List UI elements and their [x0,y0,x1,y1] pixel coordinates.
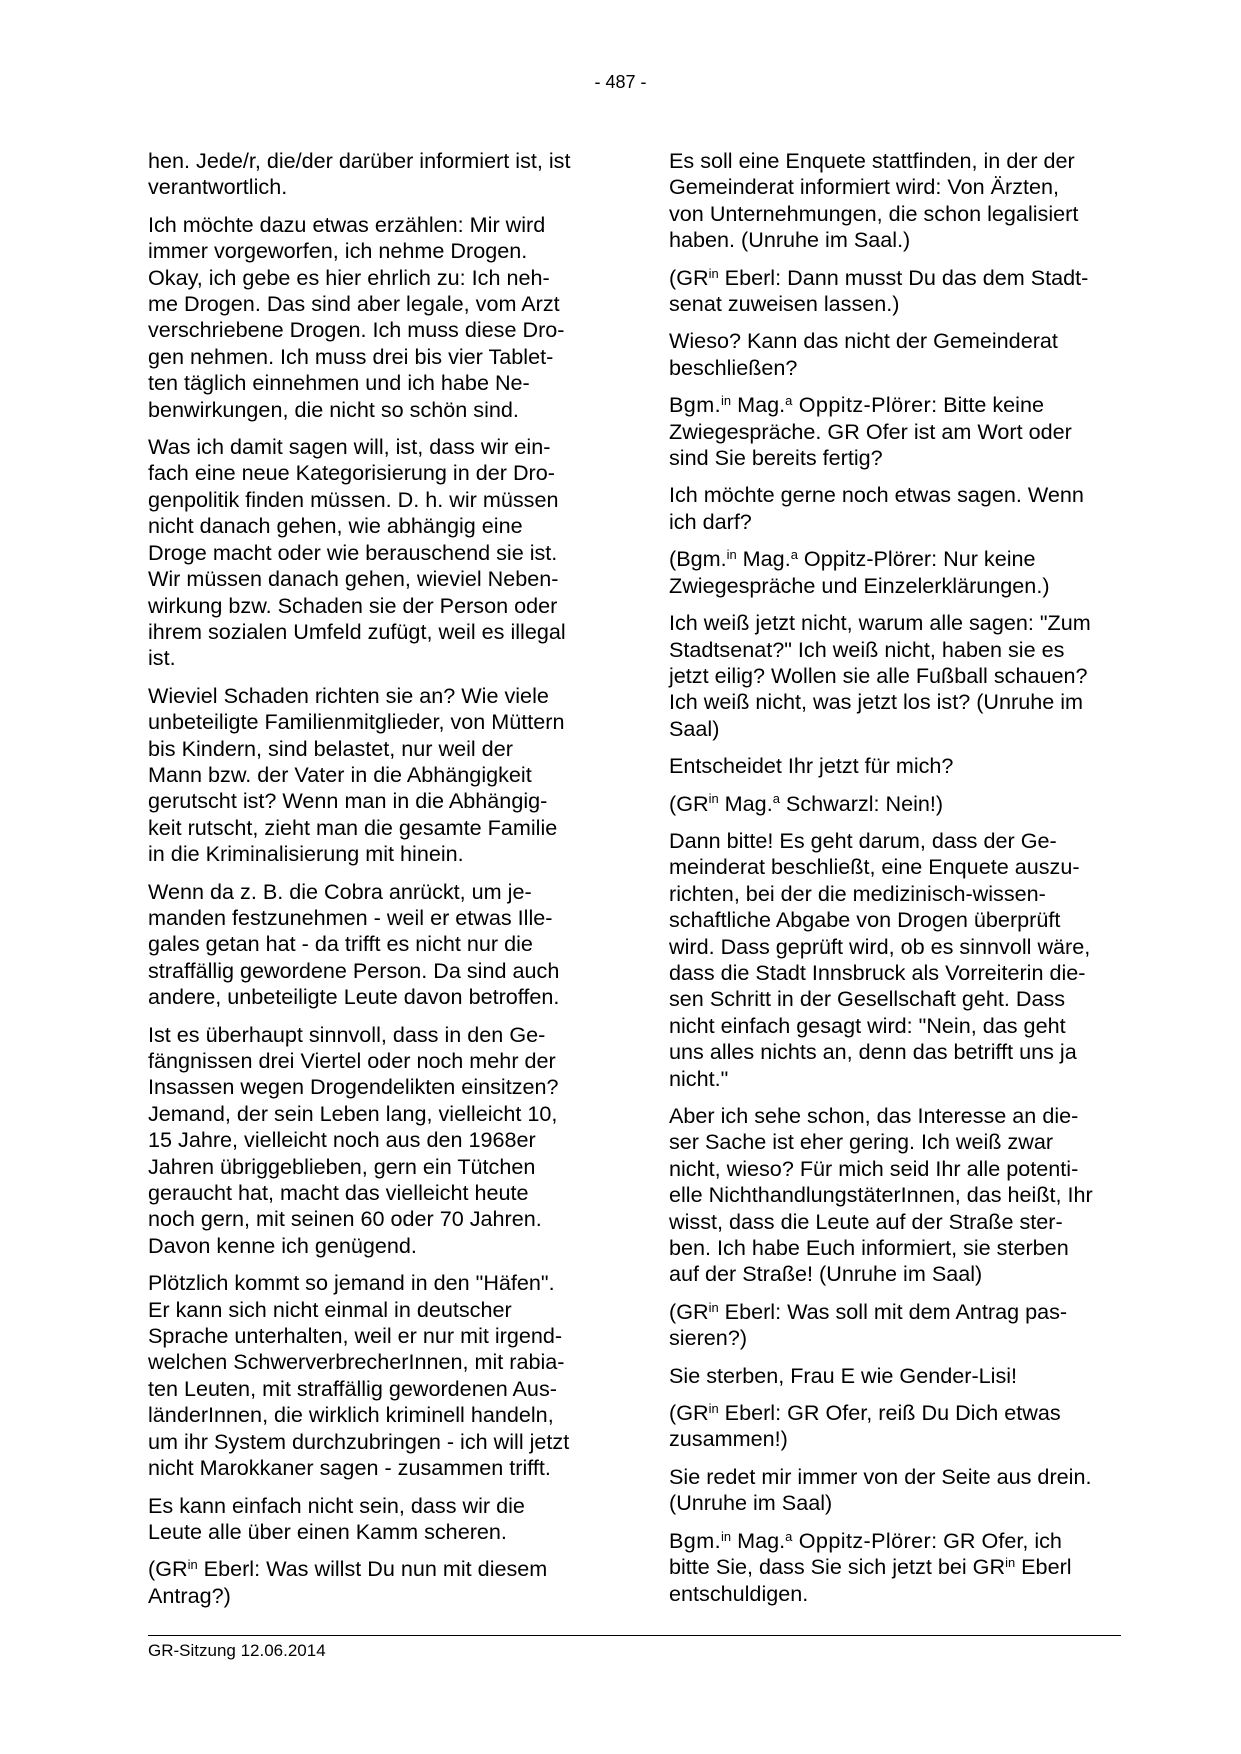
text-line: dass die Stadt Innsbruck als Vorreiterin die- [669,959,1086,985]
text-line: um ihr System durchzubringen - ich will jetzt [148,1428,570,1454]
text-line: gen nehmen. Ich muss drei bis vier Tablet- [148,343,554,369]
statement-line2-end: Eberl [1015,1554,1072,1580]
text-line: Sie redet mir immer von der Seite aus drein. [669,1463,1092,1489]
text-line: Davon kenne ich genügend. [148,1232,417,1258]
statement-line2: bitte Sie, dass Sie sich jetzt bei GR [669,1554,1006,1580]
text-line: Plötzlich kommt so jemand in den "Häfen". [148,1270,555,1296]
footer-session-date: GR-Sitzung 12.06.2014 [148,1641,326,1660]
speaker-title: (Bgm. [669,546,727,572]
left-column [148,148,600,1620]
text-line: ten täglich einnehmen und ich habe Ne- [148,370,530,396]
speaker-mag: Mag. [731,392,786,418]
interjection-text-line2: senat zuweisen lassen.) [669,291,900,317]
text-line: Ich weiß jetzt nicht, warum alle sagen: "Zum [669,610,1091,636]
interjection-text: Oppitz-Plörer: Nur keine [797,546,1036,572]
text-line: Dann bitte! Es geht darum, dass der Ge- [669,827,1057,853]
superscript: a [785,1528,793,1544]
superscript: in [726,547,737,563]
paragraph [669,828,1121,1092]
text-line: Jemand, der sein Leben lang, vielleicht 10, [148,1100,558,1126]
interjection-text: Eberl: Was willst Du nun mit diesem [197,1556,548,1582]
page-number: - 487 - [594,72,647,92]
text-line: Ich weiß nicht, was jetzt los ist? (Unruhe im [669,689,1084,715]
interjection-prefix: (GR [669,1298,709,1324]
interjection-schwarzl [669,791,1121,817]
interjection-text-line2: Zwiegespräche und Einzelerklärungen.) [669,572,1050,598]
speaker-mag: Mag. [731,1527,786,1553]
text-line: immer vorgeworfen, ich nehme Drogen. [148,238,528,264]
interjection-prefix: (GR [669,1400,709,1426]
interjection-text: Eberl: Dann musst Du das dem Stadt- [718,264,1089,290]
speaker-name: Oppitz-Plörer [792,1527,932,1553]
text-line: nicht." [669,1065,729,1091]
text-line: verantwortlich. [148,174,288,200]
text-line: welchen SchwerverbrecherInnen, mit rabia- [148,1349,565,1375]
text-line: beschließen? [669,354,798,380]
left-paragraphs [148,148,600,1545]
text-line: haben. (Unruhe im Saal.) [669,227,911,253]
interjection-text-line2: Antrag?) [148,1582,231,1608]
text-line: ihrem sozialen Umfeld zufügt, weil es illegal [148,618,566,644]
superscript: in [1005,1554,1016,1570]
text-line: Ich möchte gerne noch etwas sagen. Wenn [669,482,1084,508]
superscript: a [790,547,798,563]
text-line: genpolitik finden müssen. D. h. wir müssen [148,486,559,512]
speaker-mag: Mag. [718,790,773,816]
text-line: Er kann sich nicht einmal in deutscher [148,1296,512,1322]
superscript: in [708,791,719,807]
statement-line3: sind Sie bereits fertig? [669,445,883,471]
text-line: bis Kindern, sind belastet, nur weil der [148,735,513,761]
paragraph [148,434,600,672]
statement-line2: Zwiegespräche. GR Ofer ist am Wort oder [669,418,1072,444]
text-line: Stadtsenat?" Ich weiß nicht, haben sie es [669,636,1065,662]
text-line: Jahren übriggeblieben, gern ein Tütchen [148,1153,536,1179]
text-line: jetzt eilig? Wollen sie alle Fußball schauen? [669,662,1088,688]
text-line: 15 Jahre, vielleicht noch aus den 1968er [148,1127,536,1153]
speaker-mag: Mag. [736,546,791,572]
text-line: verschriebene Drogen. Ich muss diese Dro- [148,317,565,343]
paragraph [669,753,1121,779]
footer-divider [148,1635,1121,1636]
text-line: Sie sterben, Frau E wie Gender-Lisi! [669,1362,1018,1388]
superscript: in [708,265,719,281]
text-line: fach eine neue Kategorisierung in der Dro- [148,460,555,486]
superscript: a [772,791,780,807]
text-line: Wieso? Kann das nicht der Gemeinderat [669,328,1058,354]
text-line: nicht, wieso? Für mich seid Ihr alle potenti- [669,1155,1079,1181]
paragraph [148,212,600,423]
text-line: Ich möchte dazu etwas erzählen: Mir wird [148,211,546,237]
interjection-eberl-antrag-passieren [669,1299,1121,1352]
text-line: fängnissen drei Viertel oder noch mehr der [148,1048,556,1073]
superscript: in [721,1528,732,1544]
interjection-text: Eberl: Was soll mit dem Antrag pas- [718,1298,1068,1324]
interjection-eberl-zusammen [669,1400,1121,1453]
text-line: nicht einfach gesagt wird: "Nein, das geht [669,1012,1066,1038]
interjection-eberl-antrag [148,1556,600,1609]
text-line: ben. Ich habe Euch informiert, sie sterben [669,1235,1069,1261]
text-line: länderInnen, die wirklich kriminell handeln, [148,1402,554,1428]
text-line: Entscheidet Ihr jetzt für mich? [669,753,954,779]
text-line: Leute alle über einen Kamm scheren. [148,1518,507,1544]
mayor-statement-apology [669,1528,1121,1607]
text-line: nicht Marokkaner sagen - zusammen trifft. [148,1455,551,1481]
text-line: straffällig gewordene Person. Da sind auch [148,957,560,983]
text-line: unbeteiligte Familienmitglieder, von Müttern [148,709,565,735]
interjection-text-line2: zusammen!) [669,1426,788,1452]
text-line: Es kann einfach nicht sein, dass wir die [148,1492,525,1518]
text-line: meinderat beschließt, eine Enquete auszu- [669,854,1080,880]
paragraph [669,610,1121,742]
speaker-title: Bgm. [669,1527,721,1553]
text-line: ich darf? [669,508,752,534]
superscript: a [785,393,793,409]
text-line: noch gern, mit seinen 60 oder 70 Jahren. [148,1206,542,1232]
text-line: Droge macht oder wie berauschend sie ist. [148,539,558,565]
text-line: Ist es überhaupt sinnvoll, dass in den Ge- [148,1021,546,1047]
paragraph [148,1022,600,1260]
paragraph [148,1493,600,1546]
text-line: Saal) [669,715,720,741]
interjection-prefix: (GR [669,790,709,816]
interjection-mayor [669,546,1121,599]
text-line: Okay, ich gebe es hier ehrlich zu: Ich neh- [148,264,550,290]
superscript: in [708,1299,719,1315]
paragraph [669,1464,1121,1517]
text-line: Wieviel Schaden richten sie an? Wie viele [148,682,549,708]
superscript: in [721,393,732,409]
mayor-statement [669,392,1121,471]
text-line: auf der Straße! (Unruhe im Saal) [669,1261,983,1287]
text-line: Sprache unterhalten, weil er nur mit irgend- [148,1323,563,1349]
statement-text: : GR Ofer, ich [931,1527,1062,1553]
paragraph [669,1103,1121,1288]
text-line: ten Leuten, mit straffällig gewordenen Aus- [148,1375,557,1401]
text-line: richten, bei der die medizinisch-wissen- [669,880,1046,906]
text-line: wird. Dass geprüft wird, ob es sinnvoll wäre, [669,933,1091,959]
interjection-eberl-stadtsenat [669,265,1121,318]
paragraph [669,148,1121,254]
text-line: manden festzunehmen - weil er etwas Ille- [148,904,553,930]
text-line: keit rutscht, zieht man die gesamte Familie [148,814,558,840]
text-line: (Unruhe im Saal) [669,1490,833,1516]
text-line: hen. Jede/r, die/der darüber informiert ist, ist [148,148,571,173]
interjection-prefix: (GR [148,1556,188,1582]
text-line: Mann bzw. der Vater in die Abhängigkeit [148,761,532,787]
paragraph [669,1363,1121,1389]
text-line: andere, unbeteiligte Leute davon betroffen. [148,984,560,1010]
paragraph [148,148,600,201]
text-line: in die Kriminalisierung mit hinein. [148,841,464,867]
statement-text: : Bitte keine [931,392,1044,418]
interjection-text-line2: sieren?) [669,1325,748,1351]
paragraph [148,683,600,868]
text-line: Wir müssen danach gehen, wieviel Neben- [148,566,559,592]
text-line: benwirkungen, die nicht so schön sind. [148,396,519,422]
text-line: Was ich damit sagen will, ist, dass wir ein- [148,434,551,460]
text-line: sen Schritt in der Gesellschaft geht. Dass [669,986,1066,1012]
text-line: Wenn da z. B. die Cobra anrückt, um je- [148,878,532,904]
paragraph [148,879,600,1011]
speaker-title: Bgm. [669,392,721,418]
right-column [669,148,1121,1618]
text-line: wirkung bzw. Schaden sie der Person oder [148,592,558,618]
text-line: Aber ich sehe schon, das Interesse an die- [669,1103,1079,1128]
text-line: von Unternehmungen, die schon legalisiert [669,200,1079,226]
text-line: ist. [148,645,176,671]
text-line: ser Sache ist eher gering. Ich weiß zwar [669,1129,1054,1155]
text-line: gerutscht ist? Wenn man in die Abhängig- [148,788,548,814]
text-line: wisst, dass die Leute auf der Straße ster- [669,1208,1063,1234]
text-line: elle NichthandlungstäterInnen, das heißt, Ihr [669,1182,1093,1208]
statement-line3: entschuldigen. [669,1580,809,1606]
interjection-text: Schwarzl: Nein!) [779,790,944,816]
interjection-text: Eberl: GR Ofer, reiß Du Dich etwas [718,1400,1061,1426]
text-line: nicht danach gehen, wie abhängig eine [148,513,523,539]
text-line: Gemeinderat informiert wird: Von Ärzten, [669,174,1060,200]
interjection-prefix: (GR [669,264,709,290]
text-line: Insassen wegen Drogendelikten einsitzen? [148,1074,559,1100]
text-line: Es soll eine Enquete stattfinden, in der der [669,148,1075,173]
superscript: in [708,1400,719,1416]
text-line: schaftliche Abgabe von Drogen überprüft [669,907,1061,933]
superscript: in [187,1557,198,1573]
paragraph [148,1270,600,1481]
paragraph [669,328,1121,381]
text-line: uns alles nichts an, denn das betrifft uns ja [669,1039,1077,1065]
text-line: gales getan hat - da trifft es nicht nur die [148,931,533,957]
paragraph [669,482,1121,535]
speaker-name: Oppitz-Plörer [792,392,932,418]
text-line: me Drogen. Das sind aber legale, vom Arzt [148,291,560,317]
text-line: geraucht hat, macht das vielleicht heute [148,1180,529,1206]
